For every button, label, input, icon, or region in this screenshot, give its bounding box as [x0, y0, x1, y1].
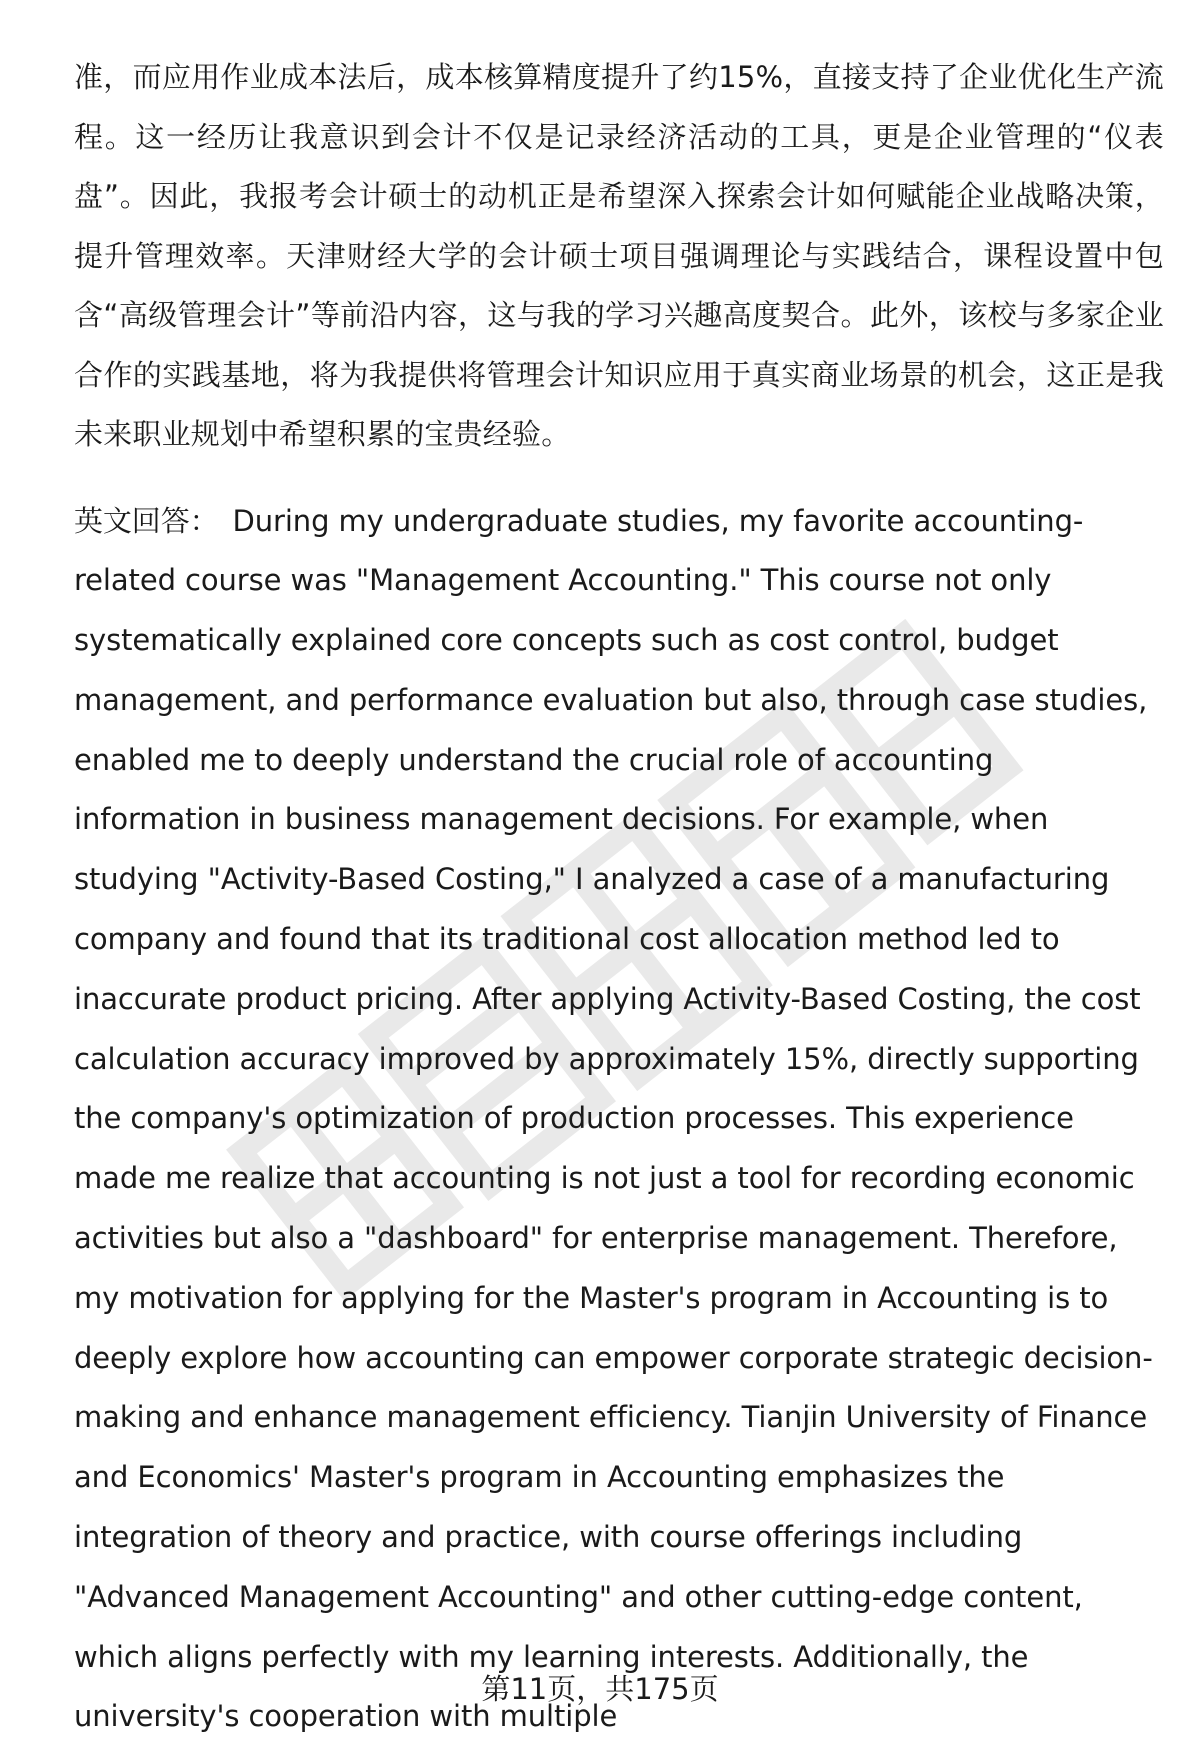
document-body — [74, 48, 1164, 1747]
english-answer-text: During my undergraduate studies, my favorite accounting-related course was "Management Accounting." This course not only systematically explained core concepts such as cost control, budget management, and performance evaluation but also, through case studies, enabled me to deeply understand the crucial role of accounting information in business management decisions. For example, when studying "Activity-Based Costing," I analyzed a case of a manufacturing company and found that its traditional cost allocation method led to inaccurate product pricing. After applying Activity-Based Costing, the cost calculation accuracy improved by approximately 15%, directly supporting the company's optimization of production processes. This experience made me realize that accounting is not just a tool for recording economic activities but also a "dashboard" for enterprise management. Therefore, my motivation for applying for the Master's program in Accounting is to deeply explore how accounting can empower corporate strategic decision-making and enhance management efficiency. Tianjin University of Finance and Economics' Master's program in Accounting emphasizes the integration of theory and practice, with course offerings including "Advanced Management Accounting" and other cutting-edge content, which aligns perfectly with my learning interests. Additionally, the university's cooperation with multiple — [74, 503, 1153, 1734]
chinese-answer-paragraph: 准，而应用作业成本法后，成本核算精度提升了约15%，直接支持了企业优化生产流程。这一经历让我意识到会计不仅是记录经济活动的工具，更是企业管理的“仪表盘”。因此，我报考会计硕士的动机正是希望深入探索会计如何赋能企业战略决策，提升管理效率。天津财经大学的会计硕士项目强调理论与实践结合，课程设置中包含“高级管理会计”等前沿内容，这与我的学习兴趣高度契合。此外，该校与多家企业合作的实践基地，将为我提供将管理会计知识应用于真实商业场景的机会，这正是我未来职业规划中希望积累的宝贵经验。 — [74, 60, 1164, 451]
english-answer-label: 英文回答： — [74, 503, 219, 538]
page-number-footer: 第11页，共175页 — [481, 1672, 719, 1706]
english-answer-paragraph — [74, 492, 1164, 1748]
